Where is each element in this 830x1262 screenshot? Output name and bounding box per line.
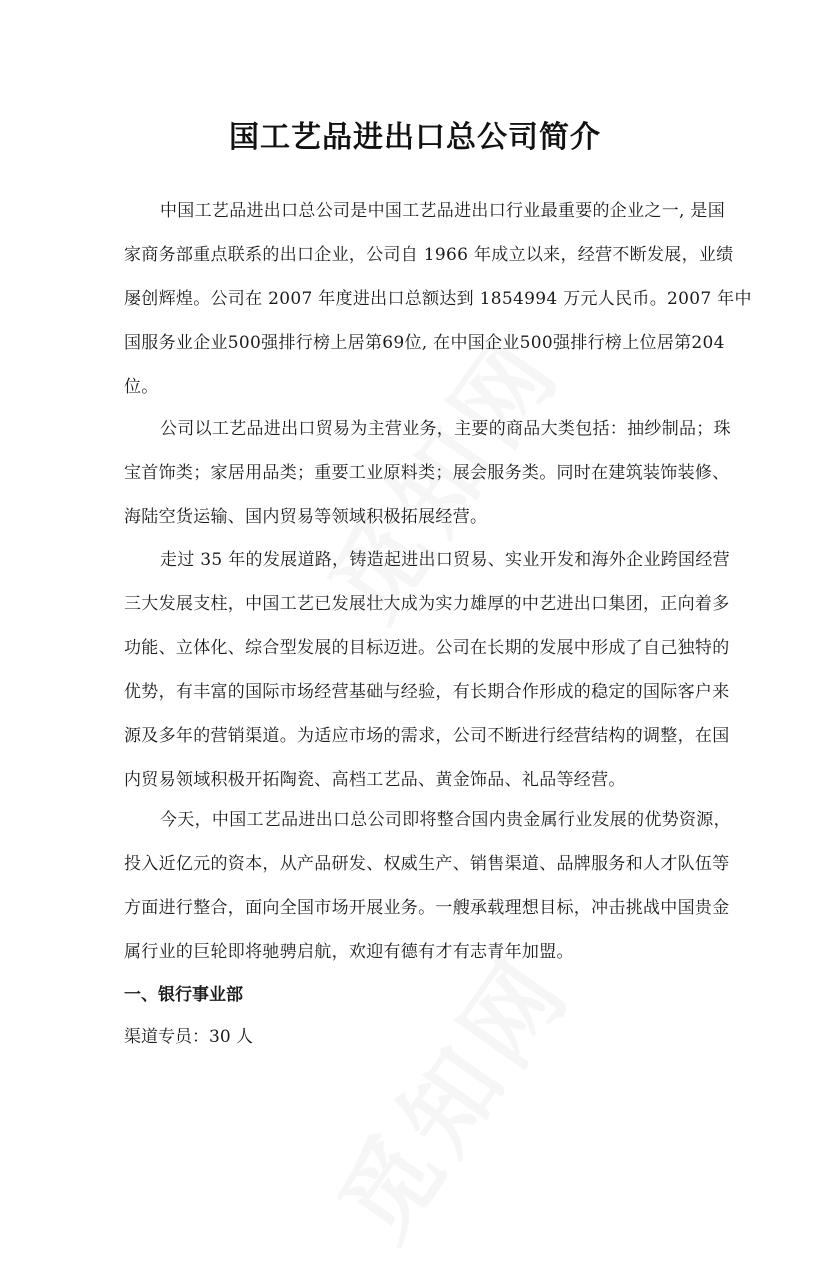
paragraph-line: 位。 <box>124 377 159 397</box>
paragraph-line: 中国工艺品进出口总公司是中国工艺品进出口行业最重要的企业之一, 是国 <box>160 201 726 221</box>
paragraph-main-business <box>124 407 731 539</box>
paragraph-line: 功能、立体化、综合型发展的目标迈进。公司在长期的发展中形成了自己独特的 <box>124 638 730 658</box>
paragraph-line: 内贸易领域积极开拓陶瓷、高档工艺品、黄金饰品、礼品等经营。 <box>124 770 626 790</box>
paragraph-line: 国服务业企业500强排行榜上居第69位, 在中国企业500强排行榜上位居第204 <box>124 333 725 353</box>
staff-count-line: 渠道专员：30 人 <box>124 1027 254 1047</box>
paragraph-line: 属行业的巨轮即将驰骋启航，欢迎有德有才有志青年加盟。 <box>124 942 574 962</box>
paragraph-line: 宝首饰类；家居用品类；重要工业原料类；展会服务类。同时在建筑装饰装修、 <box>124 463 730 483</box>
paragraph-line: 三大发展支柱，中国工艺已发展壮大成为实力雄厚的中艺进出口集团，正向着多 <box>124 594 730 614</box>
paragraph-line: 方面进行整合，面向全国市场开展业务。一艘承载理想目标，冲击挑战中国贵金 <box>124 898 730 918</box>
paragraph-today <box>124 798 731 974</box>
paragraph-line: 家商务部重点联系的出口企业，公司自 1966 年成立以来，经营不断发展，业绩 <box>124 245 734 265</box>
paragraph-line: 源及多年的营销渠道。为适应市场的需求，公司不断进行经营结构的调整，在国 <box>124 726 730 746</box>
paragraph-line: 今天，中国工艺品进出口总公司即将整合国内贵金属行业发展的优势资源， <box>160 810 731 830</box>
paragraph-line: 海陆空货运输、国内贸易等领域积极拓展经营。 <box>124 507 488 527</box>
document-title: 国工艺品进出口总公司简介 <box>229 120 601 155</box>
paragraph-line: 公司以工艺品进出口贸易为主营业务，主要的商品大类包括：抽纱制品；珠 <box>160 419 731 439</box>
paragraph-line: 屡创辉煌。公司在 2007 年度进出口总额达到 1854994 万元人民币。2007 年中 <box>124 289 752 309</box>
paragraph-line: 优势，有丰富的国际市场经营基础与经验，有长期合作形成的稳定的国际客户来 <box>124 682 730 702</box>
paragraph-development <box>124 538 730 802</box>
paragraph-line: 走过 35 年的发展道路，铸造起进出口贸易、实业开发和海外企业跨国经营 <box>160 550 730 570</box>
paragraph-line: 投入近亿元的资本，从产品研发、权威生产、销售渠道、品牌服务和人才队伍等 <box>124 854 730 874</box>
section-heading-bank-division: 一、银行事业部 <box>124 985 243 1005</box>
paragraph-company-overview <box>124 189 752 409</box>
watermark-bottom <box>302 987 538 1252</box>
